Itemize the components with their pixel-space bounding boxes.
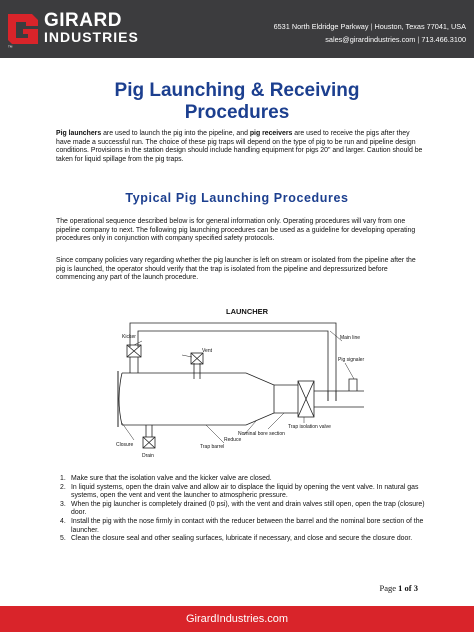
step-number: 1.: [60, 475, 66, 482]
kicker-pipe: [130, 357, 138, 373]
intro-paragraph: [56, 130, 426, 164]
step-number: 3.: [60, 500, 66, 508]
label-vent: Vent: [202, 348, 213, 354]
vent-pipe: [194, 363, 200, 379]
email-link[interactable]: sales@girardindustries.com: [325, 35, 416, 44]
title-line-1: Pig Launching & Receiving: [114, 80, 360, 101]
separator: |: [417, 35, 420, 44]
launcher-diagram: [116, 305, 366, 460]
brand-line-1: GIRARD: [44, 10, 122, 31]
page-title: [0, 80, 474, 124]
label-main-line: Main line: [340, 335, 361, 341]
email-phone-line: [166, 33, 466, 46]
title-line-2: Procedures: [184, 102, 290, 123]
girard-logo-icon: [6, 10, 40, 48]
list-item: [56, 501, 426, 518]
outlet-pipe: [314, 391, 364, 407]
label-trap-isolation: Trap isolation valve: [288, 424, 331, 430]
label-trap-barrel: Trap barrel: [200, 444, 225, 450]
step-text: When the pig launcher is completely drained (0 psi), with the vent and drain valves still open, open the trap (closure) door.: [71, 500, 425, 517]
label-pig-signaler: Pig signaler: [338, 357, 365, 363]
pig-signaler-icon: [349, 379, 357, 391]
policy-paragraph: Since company policies vary regarding whether the pig launcher is left on stream or isolated from the pipeline after the pig is launched, the operator should verify that the trap is isolated from the pipeline and depressurized before commencing any part of the launch procedure.: [56, 257, 416, 282]
step-text: Make sure that the isolation valve and the kicker valve are closed.: [71, 475, 272, 482]
svg-text:TM: TM: [8, 44, 13, 48]
brand-name: [44, 12, 139, 46]
main-line-pipe-outer: [130, 323, 336, 401]
term-pig-launchers: Pig launchers: [56, 130, 102, 137]
step-number: 5.: [60, 535, 66, 543]
kicker-valve-cross: [127, 345, 141, 357]
header-bar: [0, 0, 474, 58]
list-item: [56, 535, 426, 544]
brand-line-2: INDUSTRIES: [44, 29, 139, 45]
list-item: [56, 475, 426, 484]
separator: |: [370, 22, 373, 31]
operational-paragraph: The operational sequence described below is for general information only. Operating procedures will vary from one pipeline company to next. The following pig launching procedures can be used as a guideline for developing operating procedures only in conjunction with company specified safety protocols.: [56, 218, 416, 243]
isolation-valve-cross: [298, 381, 314, 417]
intro-text-2: are used to receive the pigs after they have made a successful run. The choice of these pig traps will depend on the type of pig to be run and pipeline design conditions. Provisions in the station design should include handling equipment for pigs 20" and larger. Caution should be taken for liquid spillage from the pig traps.: [56, 130, 423, 163]
city-address: Houston, Texas 77041, USA: [374, 22, 466, 31]
step-text: Clean the closure seal and other sealing surfaces, lubricate if necessary, and close and secure the closure door.: [71, 535, 413, 543]
list-item: [56, 484, 426, 501]
main-line-pipe-inner: [138, 331, 328, 401]
vent-valve-cross: [191, 353, 203, 364]
nominal-bore-pipe: [274, 385, 298, 413]
intro-text-1: are used to launch the pig into the pipeline, and: [101, 130, 250, 137]
footer-bar: [0, 606, 474, 632]
trap-barrel-body: [122, 373, 274, 425]
label-kicker: Kicker: [122, 334, 136, 340]
contact-info: [166, 20, 466, 46]
label-drain: Drain: [142, 453, 154, 459]
step-number: 4.: [60, 517, 66, 525]
main-line-tee: [328, 391, 336, 401]
page-word: Page: [379, 583, 397, 593]
page-current: 1: [398, 583, 403, 593]
step-number: 2.: [60, 483, 66, 491]
address-line: [166, 20, 466, 33]
page-number: [380, 583, 419, 593]
section-heading: Typical Pig Launching Procedures: [125, 191, 349, 205]
page-total: 3: [413, 583, 418, 593]
label-nominal-bore: Nominal bore section: [238, 431, 285, 437]
step-text: Install the pig with the nose firmly in contact with the reducer between the barrel and the nominal bore section of the launcher.: [71, 517, 424, 534]
diagram-title: LAUNCHER: [226, 307, 269, 316]
label-closure: Closure: [116, 442, 134, 448]
list-item: [56, 518, 426, 535]
page-of: of: [404, 583, 412, 593]
website-link[interactable]: GirardIndustries.com: [185, 613, 289, 625]
closure-door: [119, 373, 122, 425]
label-reduce: Reduce: [224, 437, 242, 443]
street-address: 6531 North Eldridge Parkway: [273, 22, 369, 31]
term-pig-receivers: pig receivers: [249, 130, 293, 137]
drain-valve-cross: [143, 437, 155, 448]
phone-number: 713.466.3100: [421, 35, 466, 44]
drain-pipe: [146, 425, 152, 437]
step-text: In liquid systems, open the drain valve and allow air to displace the liquid by opening the vent valve. In natural gas systems, open the vent and vent the launcher to atmospheric pressure.: [71, 483, 419, 500]
closure-flange: [116, 371, 118, 427]
procedure-steps: [56, 475, 426, 544]
